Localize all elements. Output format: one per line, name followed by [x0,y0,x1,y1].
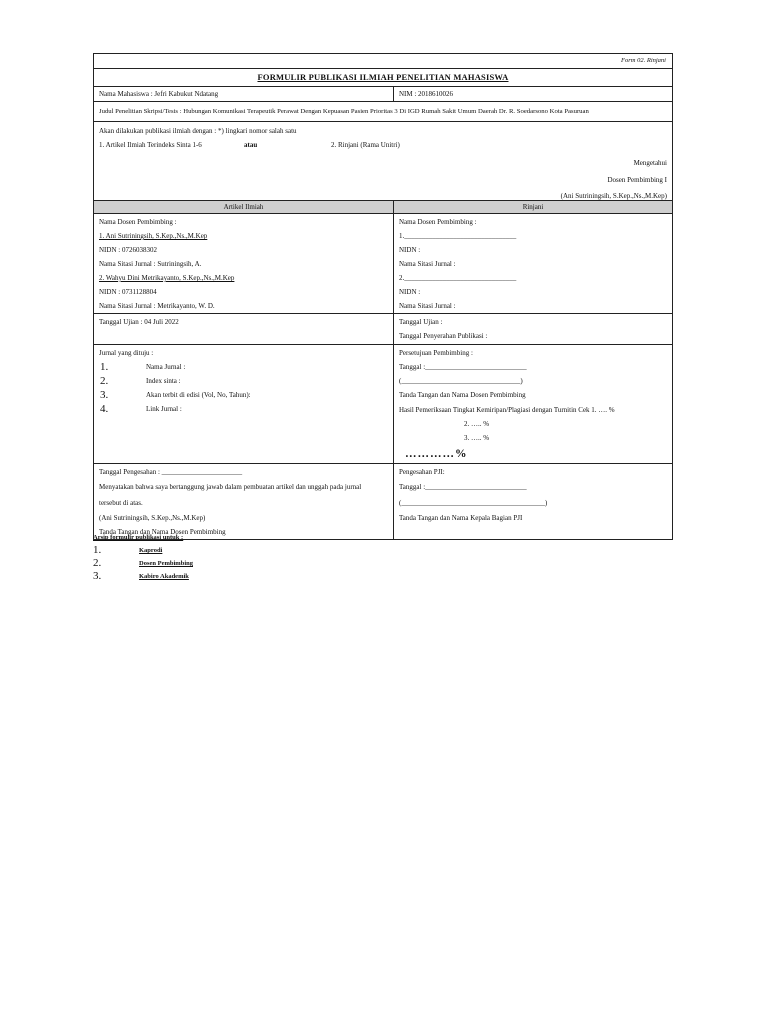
journal-row [94,344,672,463]
responsibility-statement-cont: tersebut di atas. [99,499,143,507]
dosen-pembimbing-name: (Ani Sutriningsih, S.Kep.,Ns.,M.Kep) [560,192,667,200]
section-header-row [94,200,672,213]
mengetahui-label: Mengetahui [633,159,667,167]
archive-item-label: Kaprodi [139,547,163,554]
approval-date-field[interactable]: Tanggal :_____________________________ [399,363,527,371]
journal-edition-label[interactable]: Akan terbit di edisi (Vol, No, Tahun): [146,391,251,399]
student-name: Nama Mahasiswa : Jefri Kabukut Ndatang [94,87,394,101]
approval-signature-caption: Tanda Tangan dan Nama Dosen Pembimbing [399,391,526,399]
student-nim: NIM : 2018610026 [399,90,454,98]
archive-list [93,532,193,583]
dosen-pembimbing-label: Dosen Pembimbing I [607,176,667,184]
option-rinjani[interactable]: 2. Rinjani (Rama Unitri) [331,141,400,149]
rinjani-supervisor-label: Nama Dosen Pembimbing : [399,218,477,226]
journal-item-number: 2. [100,375,109,387]
form-number: Form 02. Rinjani [621,57,666,64]
pji-signature-field[interactable]: (_________________________________________) [399,499,548,507]
journal-item-number: 3. [100,389,109,401]
journal-item [99,374,388,388]
journal-name-label[interactable]: Nama Jurnal : [146,363,186,371]
archive-item-number: 1. [93,544,102,556]
rinjani-supervisor-1-field[interactable]: 1.________________________________ [399,232,517,240]
publication-instruction: Akan dilakukan publikasi ilmiah dengan : *) lingkari nomor salah satu [99,127,297,135]
rinjani-supervisor-1-nidn[interactable]: NIDN : [399,246,421,254]
archive-item-number: 3. [93,570,102,582]
exam-date: Tanggal Ujian : 04 Juli 2022 [99,318,179,326]
endorsement-date[interactable]: Tanggal Pengesahan : _______________________ [99,468,243,476]
title-row [94,68,672,86]
responsibility-statement: Menyatakan bahwa saya bertanggung jawab dalam pembuatan artikel dan unggah pada jurnal [99,483,362,491]
approval-row [94,463,672,539]
supervisor-row [94,213,672,313]
publication-choice-row [94,121,672,200]
approval-signature-field[interactable]: (__________________________________) [399,377,523,385]
form-number-row [94,54,672,68]
pji-signature-caption: Tanda Tangan dan Nama Kepala Bagian PJI [399,514,523,522]
rinjani-supervisor-2-field[interactable]: 2.________________________________ [399,274,517,282]
archive-item [93,557,193,570]
supervisor-2-nidn: NIDN : 0731128804 [99,288,157,296]
header-artikel: Artikel Ilmiah [94,201,394,213]
archive-item [93,544,193,557]
rinjani-supervisor-2-sitasi[interactable]: Nama Sitasi Jurnal : [399,302,456,310]
turnitin-result-3[interactable]: 3. ….. % [464,434,490,442]
option-or: atau [244,141,258,149]
journal-item [99,388,388,402]
journal-target-label: Jurnal yang dituju : [99,349,154,357]
archive-item [93,570,193,583]
journal-index-label[interactable]: Index sinta : [146,377,181,385]
journal-link-label[interactable]: Link Jurnal : [146,405,182,413]
journal-item [99,402,388,416]
pji-date-field[interactable]: Tanggal :_____________________________ [399,483,527,491]
research-title: Judul Penelitian Skripsi/Tesis : Hubungan Komunikasi Terapeutik Perawat Dengan Kepuasan Pasien Prioritas 3 Di IGD Rumah Sakit Umum Daerah Dr. R. Soedarsono Kota Pasuruan [99,108,589,115]
publication-options [99,138,667,152]
student-row [94,86,672,101]
journal-item [99,360,388,374]
journal-item-number: 1. [100,361,109,373]
option-artikel[interactable]: 1. Artikel Ilmiah Terindeks Sinta 1-6 [99,141,202,149]
submission-date[interactable]: Tanggal Penyerahan Publikasi : [399,332,488,340]
rinjani-supervisor-2-nidn[interactable]: NIDN : [399,288,421,296]
supervisor-1-name: 1. Ani Sutriningsih, S.Kep.,Ns.,M.Kep [99,232,208,240]
supervisor-approval-label: Persetujuan Pembimbing : [399,349,473,357]
endorsement-signature-caption: Tanda Tangan dan Nama Dosen Pembimbing [99,528,226,536]
turnitin-result[interactable]: Hasil Pemeriksaan Tingkat Kemiripan/Plagiasi dengan Turnitin Cek 1. …. % [399,406,615,414]
archive-item-number: 2. [93,557,102,569]
supervisor-1-nidn: NIDN : 0726038302 [99,246,157,254]
archive-item-label: Dosen Pembimbing [139,560,193,567]
publication-form [93,53,673,540]
archive-item-label: Kabiro Akademik [139,573,189,580]
form-title: FORMULIR PUBLIKASI ILMIAH PENELITIAN MAHASISWA [257,72,509,82]
turnitin-total[interactable]: …………% [405,448,468,460]
journal-item-number: 4. [100,403,109,415]
endorsing-supervisor: (Ani Sutriningsih, S.Kep.,Ns.,M.Kep) [99,514,206,522]
rinjani-exam-date[interactable]: Tanggal Ujian : [399,318,443,326]
pji-endorsement-label: Pengesahan PJI: [399,468,445,476]
judul-row [94,101,672,121]
header-rinjani: Rinjani [394,201,672,213]
exam-row [94,313,672,344]
supervisor-2-sitasi: Nama Sitasi Jurnal : Metrikayanto, W. D. [99,302,215,310]
archive-header: Arsip formulir publikasi untuk : [93,534,184,541]
rinjani-supervisor-1-sitasi[interactable]: Nama Sitasi Jurnal : [399,260,456,268]
supervisor-1-sitasi: Nama Sitasi Jurnal : Sutriningsih, A. [99,260,202,268]
supervisor-label: Nama Dosen Pembimbing : [99,218,177,226]
turnitin-result-2[interactable]: 2. ….. % [464,420,490,428]
supervisor-2-name: 2. Wahyu Dini Metrikayanto, S.Kep.,Ns.,M.Kep [99,274,235,282]
